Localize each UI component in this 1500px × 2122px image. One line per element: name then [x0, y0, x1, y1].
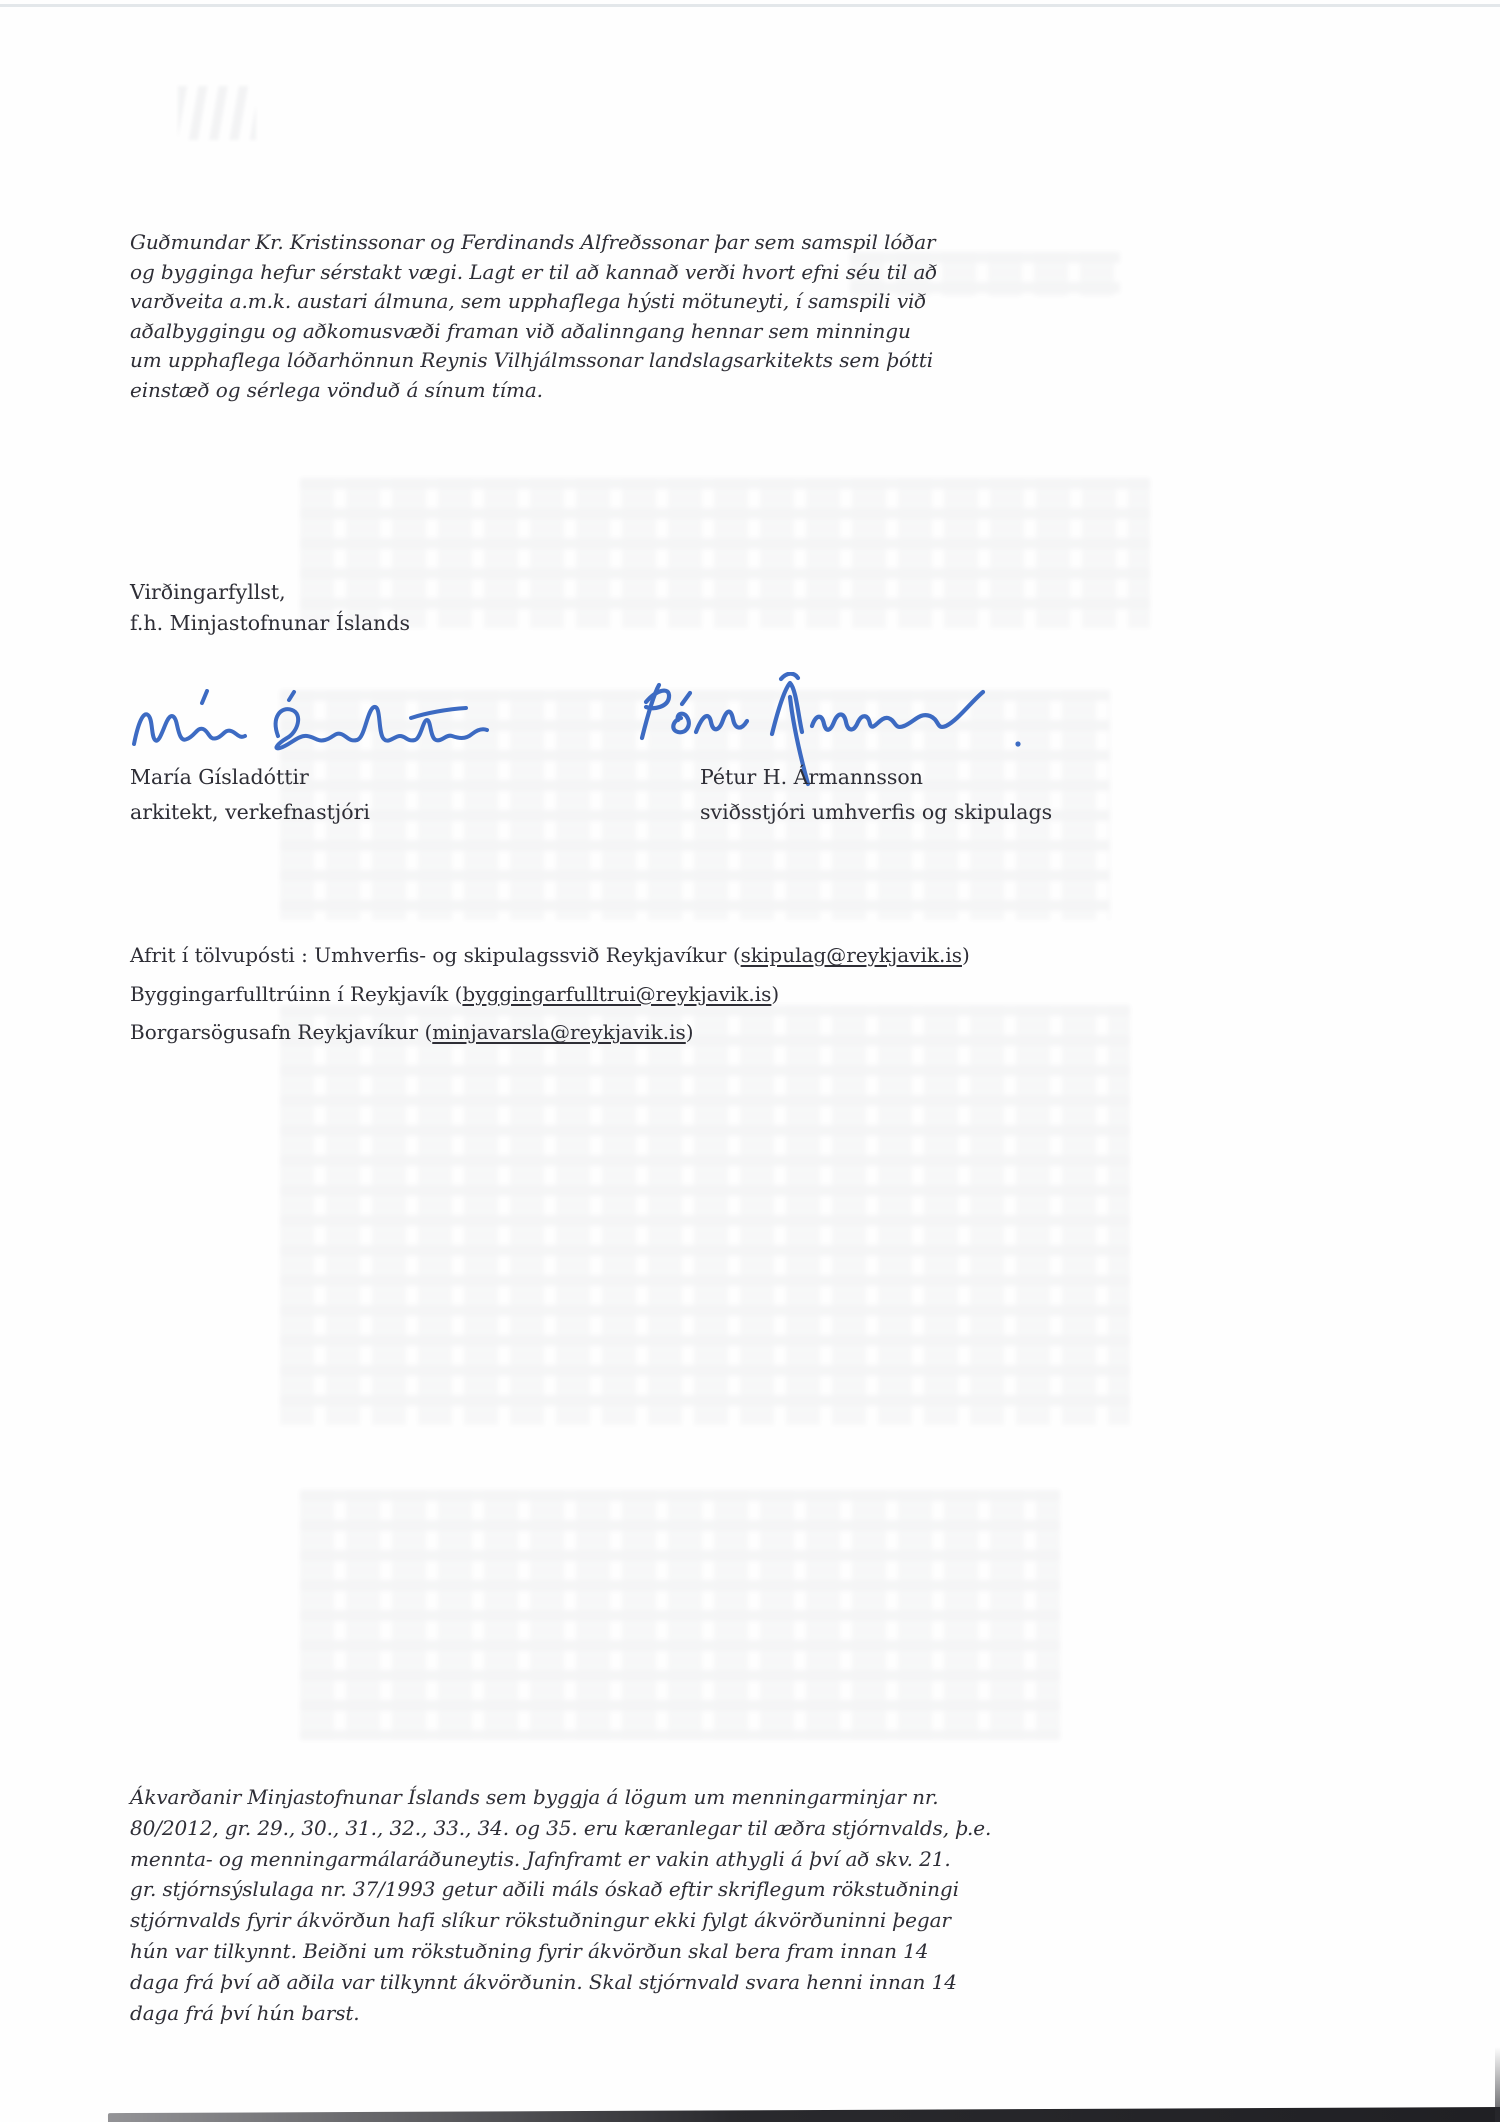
cc-text: Byggingarfulltrúinn í Reykjavík ( — [130, 981, 463, 1006]
cc-line — [130, 1013, 970, 1052]
closing-salutation: Virðingarfyllst, — [130, 580, 286, 604]
legal-footnote-paragraph — [130, 1782, 991, 2028]
footnote-line: Ákvarðanir Minjastofnunar Íslands sem byggja á lögum um menningarminjar nr. — [130, 1785, 939, 1809]
cc-line — [130, 975, 970, 1014]
body-line: Guðmundar Kr. Kristinssonar og Ferdinands Alfreðssonar þar sem samspil lóðar — [130, 230, 936, 254]
body-line: og bygginga hefur sérstakt vægi. Lagt er til að kannað verði hvort efni séu til að — [130, 259, 938, 284]
body-line: einstæð og sérlega vönduð á sínum tíma. — [130, 377, 543, 402]
footnote-line: daga frá því að aðila var tilkynnt ákvörðunin. Skal stjórnvald svara henni innan 14 — [130, 1969, 957, 1994]
signatory-left — [130, 760, 370, 830]
signatory-title: arkitekt, verkefnastjóri — [130, 800, 370, 824]
cc-email-link: skipulag@reykjavik.is — [740, 943, 962, 967]
cc-email-link: minjavarsla@reykjavik.is — [432, 1020, 686, 1044]
cc-text: Afrit í tölvupósti : Umhverfis- og skipulagssvið Reykjavíkur ( — [130, 943, 741, 967]
body-line: aðalbyggingu og aðkomusvæði framan við aðalinngang hennar sem minningu — [130, 318, 911, 343]
scan-top-edge — [0, 4, 1500, 7]
cc-block — [130, 936, 970, 1052]
footnote-line: daga frá því hún barst. — [130, 2000, 360, 2025]
footnote-line: gr. stjórnsýslulaga nr. 37/1993 getur aðili máls óskað eftir skriflegum rökstuðningi — [130, 1877, 959, 1902]
footnote-line: stjórnvalds fyrir ákvörðun hafi slíkur rökstuðningur ekki fylgt ákvörðuninni þegar — [130, 1908, 951, 1933]
body-line: varðveita a.m.k. austari álmuna, sem upphaflega hýsti mötuneyti, í samspili við — [130, 289, 927, 313]
signatory-right — [700, 760, 1052, 830]
signatory-name: Pétur H. Ármannsson — [700, 765, 923, 789]
closing-organization: f.h. Minjastofnunar Íslands — [130, 611, 411, 635]
signatory-title: sviðsstjóri umhverfis og skipulags — [700, 800, 1053, 824]
scan-right-edge — [1495, 2047, 1500, 2122]
letter-closing — [130, 577, 410, 639]
bleed-through-text — [300, 1490, 1060, 1740]
cc-text: ) — [961, 943, 970, 967]
cc-email-link: byggingarfulltrui@reykjavik.is — [462, 981, 772, 1006]
bleed-through-smudge — [178, 86, 256, 140]
cc-line — [130, 936, 970, 975]
scan-bottom-edge — [108, 2107, 1500, 2122]
cc-text: Borgarsögusafn Reykjavíkur ( — [130, 1020, 433, 1044]
signature-maria-handwriting — [126, 688, 496, 766]
letter-body-paragraph — [130, 228, 937, 405]
cc-text: ) — [771, 981, 780, 1006]
footnote-line: 80/2012, gr. 29., 30., 31., 32., 33., 34. og 35. eru kæranlegar til æðra stjórnvalds, þ.e. — [130, 1815, 992, 1840]
body-line: um upphaflega lóðarhönnun Reynis Vilhjálmssonar landslagsarkitekts sem þótti — [130, 348, 934, 372]
signatory-name: María Gísladóttir — [130, 765, 309, 789]
footnote-line: hún var tilkynnt. Beiðni um rökstuðning fyrir ákvörðun skal bera fram innan 14 — [130, 1938, 929, 1963]
footnote-line: mennta- og menningarmálaráðuneytis. Jafnframt er vakin athygli á því að skv. 21. — [130, 1846, 951, 1871]
bleed-through-text — [300, 478, 1150, 628]
bleed-through-text — [280, 1005, 1130, 1425]
cc-text: ) — [685, 1020, 694, 1044]
